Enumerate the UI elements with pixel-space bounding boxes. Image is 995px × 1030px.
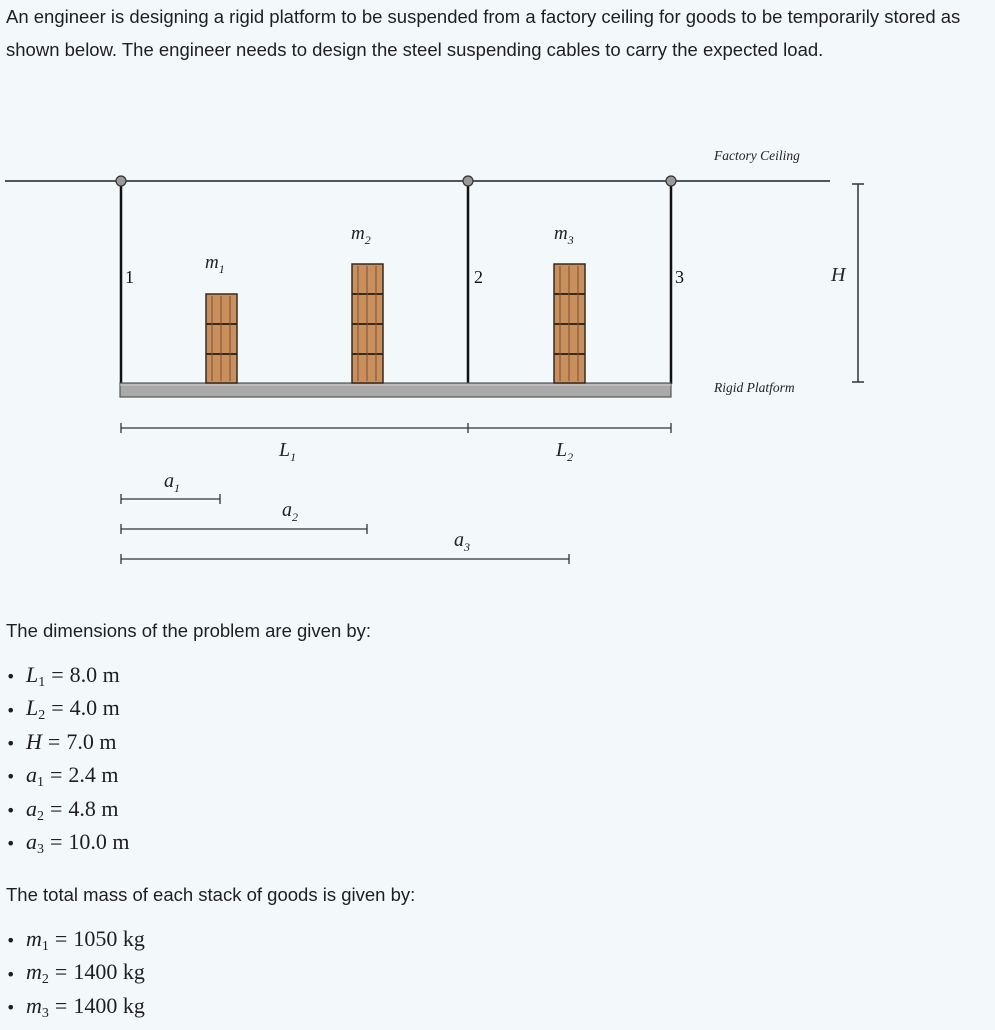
list-item: • H = 7.0 m — [6, 725, 130, 758]
dimensions-list — [6, 658, 130, 858]
anchor-3 — [666, 176, 676, 186]
bullet-icon: • — [6, 931, 16, 951]
goods-stack-3 — [554, 264, 585, 383]
offset-dimension-a2 — [121, 524, 367, 534]
length-dimension-line — [121, 423, 671, 433]
anchor-1 — [116, 176, 126, 186]
problem-intro: An engineer is designing a rigid platform to be suspended from a factory ceiling for goods to be temporarily stored as shown below. The engineer needs to design the steel suspending cables to carry the expected load. — [6, 6, 961, 60]
list-item: • $m_3 = 1400$ kg — [6, 989, 145, 1022]
bullet-icon: • — [6, 767, 16, 787]
bullet-icon: • — [6, 700, 16, 720]
bullet-icon: • — [6, 667, 16, 687]
list-item: • $m_1 = 1050$ kg — [6, 922, 145, 955]
offset-dimension-a1 — [121, 494, 220, 504]
list-item: • $m_2 = 1400$ kg — [6, 955, 145, 988]
anchor-2 — [463, 176, 473, 186]
cable-label-2: 2 — [474, 267, 483, 287]
mass-label-3: $m_3$ — [554, 223, 574, 247]
offset-label-2: $a_2$ — [282, 499, 298, 524]
list-item: • $L_2 = 4.0$ m — [6, 691, 130, 724]
dimensions-heading: The dimensions of the problem are given by: — [6, 620, 372, 641]
list-item: • $a_3 = 10.0$ m — [6, 825, 130, 858]
cable-label-1: 1 — [125, 267, 134, 287]
offset-dimension-a3 — [121, 554, 569, 564]
list-item: • $a_1 = 2.4$ m — [6, 758, 130, 791]
cable-label-3: 3 — [675, 267, 684, 287]
list-item: • $a_2 = 4.8$ m — [6, 792, 130, 825]
mass-label-1: $m_1$ — [205, 252, 225, 276]
bullet-icon: • — [6, 734, 16, 754]
platform-label: Rigid Platform — [714, 380, 795, 395]
mass-list — [6, 922, 145, 1022]
height-label: H — [831, 264, 846, 286]
length-label-2: $L_2$ — [556, 439, 574, 464]
bullet-icon: • — [6, 800, 16, 820]
mass-heading: The total mass of each stack of goods is given by: — [6, 884, 416, 905]
mass-label-2: $m_2$ — [351, 223, 371, 247]
length-label-1: $L_1$ — [279, 439, 297, 464]
list-item: • $L_1 = 8.0$ m — [6, 658, 130, 691]
bullet-icon: • — [6, 964, 16, 984]
offset-label-3: $a_3$ — [454, 529, 470, 554]
goods-stack-2 — [352, 264, 383, 383]
bullet-icon: • — [6, 834, 16, 854]
platform-diagram — [0, 130, 995, 600]
ceiling-label: Factory Ceiling — [714, 148, 800, 163]
goods-stack-1 — [206, 294, 237, 383]
bullet-icon: • — [6, 998, 16, 1018]
offset-label-1: $a_1$ — [164, 470, 180, 495]
